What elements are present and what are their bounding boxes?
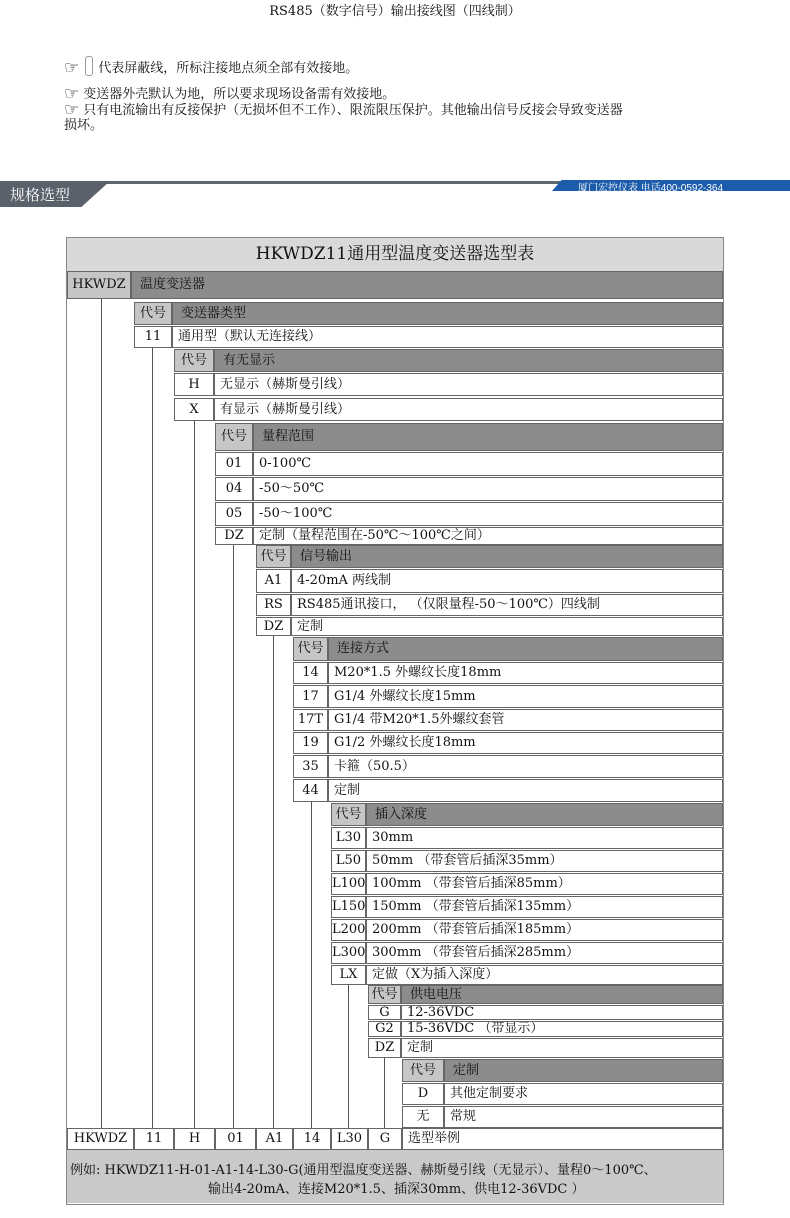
option-code[interactable]: L200 [331, 919, 366, 941]
connector-line [348, 984, 349, 1128]
example-code: G [368, 1128, 402, 1150]
note-protection [64, 102, 623, 119]
option-description: 常规 [444, 1106, 723, 1128]
option-code[interactable]: L300 [331, 942, 366, 964]
option-code[interactable]: DZ [368, 1038, 401, 1058]
option-description: 4-20mA 两线制 [291, 569, 723, 593]
option-description: -50～50℃ [253, 477, 723, 501]
example-line-1: 例如: HKWDZ11-H-01-A1-14-L30-G(通用型温度变送器、赫斯曼引线（无显示）、量程0～100℃、 [70, 1163, 657, 1178]
group-header: 信号输出 [291, 545, 723, 568]
option-code[interactable]: 11 [134, 326, 172, 348]
option-description: 通用型（默认无连接线） [172, 326, 723, 348]
note-ground [64, 86, 395, 103]
option-code[interactable]: G [368, 1005, 401, 1020]
group-header: 插入深度 [366, 803, 723, 826]
connector-line [384, 1058, 385, 1128]
option-description: 定制 [291, 617, 723, 636]
option-description: 15-36VDC （带显示） [401, 1021, 723, 1037]
option-description: 无显示（赫斯曼引线） [214, 373, 723, 396]
wiring-diagram-title: RS485（数字信号）输出接线图（四线制） [269, 4, 521, 19]
option-description: 12-36VDC [401, 1005, 723, 1020]
code-label-cell: 代号 [293, 637, 328, 661]
code-label-cell: 代号 [402, 1059, 444, 1082]
option-description: 30mm [366, 827, 723, 849]
group-header: 变送器类型 [172, 302, 723, 325]
option-code[interactable]: DZ [256, 617, 291, 636]
example-code: 14 [293, 1128, 331, 1150]
option-code[interactable]: 19 [293, 732, 328, 754]
option-description: 300mm （带套管后插深285mm） [366, 942, 723, 964]
note-text: 变送器外壳默认为地，所以要求现场设备需有效接地。 [83, 87, 396, 102]
option-code[interactable]: 无 [402, 1106, 444, 1128]
connector-line [311, 802, 312, 1128]
option-description: 150mm （带套管后插深135mm） [366, 896, 723, 918]
option-description: 定制 [328, 779, 723, 802]
note-protection-cont [64, 118, 103, 134]
group-header: 连接方式 [328, 637, 723, 661]
option-description: 0-100℃ [253, 452, 723, 476]
option-code[interactable]: LX [331, 965, 366, 985]
option-code[interactable]: 17T [293, 709, 328, 731]
group-header: 量程范围 [253, 423, 723, 451]
group-header: 供电电压 [401, 985, 723, 1004]
code-label-cell: 代号 [134, 302, 172, 325]
section-title: 规格选型 [10, 186, 71, 204]
option-code[interactable]: H [174, 373, 214, 396]
note-text: 只有电流输出有反接保护（无损坏但不工作）、限流限压保护。其他输出信号反接会导致变送器 [83, 103, 623, 118]
example-code: A1 [256, 1128, 293, 1150]
example-code: 01 [215, 1128, 256, 1150]
code-label-cell: 代号 [174, 349, 214, 372]
option-description: G1/2 外螺纹长度18mm [328, 732, 723, 754]
pointing-hand-icon: ☞ [64, 84, 80, 104]
option-description: 200mm （带套管后插深185mm） [366, 919, 723, 941]
option-code[interactable]: D [402, 1083, 444, 1105]
option-code[interactable]: 35 [293, 755, 328, 778]
connector-line [101, 299, 102, 1128]
connector-line [152, 348, 153, 1128]
example-label: 选型举例 [402, 1128, 723, 1150]
note-text: 代表屏蔽线，所标注接地点须全部有效接地。 [98, 61, 359, 76]
example-code: L30 [331, 1128, 368, 1150]
code-label-cell: 代号 [256, 545, 291, 568]
option-code[interactable]: X [174, 398, 214, 421]
option-description: G1/4 带M20*1.5外螺纹套管 [328, 709, 723, 731]
option-description: G1/4 外螺纹长度15mm [328, 685, 723, 708]
pointing-hand-icon: ☞ [64, 58, 80, 78]
option-description: 定制 [401, 1038, 723, 1058]
code-label-cell: 代号 [215, 423, 253, 451]
option-description: 100mm （带套管后插深85mm） [366, 873, 723, 895]
pointing-hand-icon: ☞ [64, 100, 80, 120]
example-code: 11 [134, 1128, 174, 1150]
connector-line [194, 421, 195, 1128]
example-code: HKWDZ [67, 1128, 134, 1150]
option-code[interactable]: 04 [215, 477, 253, 501]
option-code[interactable]: 17 [293, 685, 328, 708]
option-description: -50～100℃ [253, 502, 723, 526]
option-description: 有显示（赫斯曼引线） [214, 398, 723, 421]
option-code[interactable]: 01 [215, 452, 253, 476]
selection-table-title: HKWDZ11通用型温度变送器选型表 [67, 238, 723, 271]
option-description: 其他定制要求 [444, 1083, 723, 1105]
group-header: 有无显示 [214, 349, 723, 372]
option-description: 50mm （带套管后插深35mm） [366, 850, 723, 872]
code-label-cell: 代号 [331, 803, 366, 826]
option-description: 定做（X为插入深度） [366, 965, 723, 985]
option-code[interactable]: A1 [256, 569, 291, 593]
option-description: 定制（量程范围在-50℃～100℃之间） [253, 527, 723, 545]
option-description: 卡箍（50.5） [328, 755, 723, 778]
option-code[interactable]: 05 [215, 502, 253, 526]
code-label-cell: 代号 [368, 985, 401, 1004]
connector-line [233, 545, 234, 1128]
example-line-2: 输出4-20mA、连接M20*1.5、插深30mm、供电12-36VDC ） [208, 1182, 585, 1197]
option-description: M20*1.5 外螺纹长度18mm [328, 662, 723, 684]
option-code[interactable]: L150 [331, 896, 366, 918]
contact-text: 厦门宏控仪表 电话400-0592-364 [578, 183, 724, 194]
option-code[interactable]: L100 [331, 873, 366, 895]
option-code[interactable]: L50 [331, 850, 366, 872]
option-code[interactable]: G2 [368, 1021, 401, 1037]
header-code-cell: HKWDZ [67, 271, 131, 299]
option-code[interactable]: L30 [331, 827, 366, 849]
option-description: RS485通讯接口， （仅限量程-50～100℃）四线制 [291, 594, 723, 616]
option-code[interactable]: 44 [293, 779, 328, 802]
option-code[interactable]: RS [256, 594, 291, 616]
option-code[interactable]: DZ [215, 527, 253, 545]
connector-line [273, 636, 274, 1128]
note-text: 损坏。 [64, 118, 104, 133]
note-shield [64, 56, 358, 77]
option-code[interactable]: 14 [293, 662, 328, 684]
group-header: 温度变送器 [131, 271, 723, 299]
shield-wire-icon [85, 56, 93, 76]
group-header: 定制 [444, 1059, 723, 1082]
example-code: H [174, 1128, 215, 1150]
